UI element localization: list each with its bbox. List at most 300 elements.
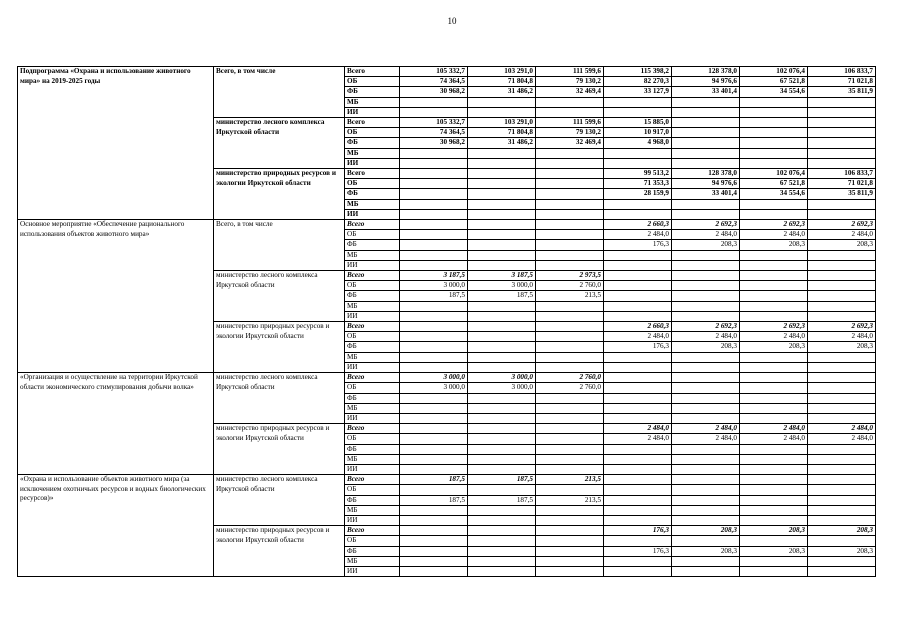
amount-cell: [468, 444, 536, 454]
funding-source-cell: Всего: [345, 271, 400, 281]
amount-cell: [400, 97, 468, 107]
amount-cell: [400, 362, 468, 372]
amount-cell: [672, 107, 740, 117]
funding-source-cell: ФБ: [345, 189, 400, 199]
amount-cell: [808, 301, 876, 311]
funding-source-cell: ИИ: [345, 566, 400, 576]
amount-cell: 208,3: [808, 240, 876, 250]
amount-cell: [740, 444, 808, 454]
executor-cell: Всего, в том числе: [214, 220, 345, 271]
amount-cell: [468, 464, 536, 474]
amount-cell: 35 811,9: [808, 87, 876, 97]
amount-cell: [672, 566, 740, 576]
amount-cell: [468, 536, 536, 546]
executor-cell: министерство лесного комплекса Иркутской области: [214, 373, 345, 424]
funding-source-cell: МБ: [345, 199, 400, 209]
amount-cell: [808, 362, 876, 372]
amount-cell: [808, 118, 876, 128]
amount-cell: 2 484,0: [740, 332, 808, 342]
amount-cell: [604, 291, 672, 301]
funding-source-cell: Всего: [345, 373, 400, 383]
funding-source-cell: ФБ: [345, 138, 400, 148]
amount-cell: [400, 189, 468, 199]
amount-cell: [604, 454, 672, 464]
amount-cell: [808, 148, 876, 158]
amount-cell: [468, 209, 536, 219]
amount-cell: [468, 311, 536, 321]
amount-cell: [740, 403, 808, 413]
amount-cell: [604, 260, 672, 270]
amount-cell: [536, 148, 604, 158]
amount-cell: 3 000,0: [400, 281, 468, 291]
funding-source-cell: МБ: [345, 505, 400, 515]
amount-cell: [400, 352, 468, 362]
funding-source-cell: ОБ: [345, 281, 400, 291]
funding-source-cell: ФБ: [345, 240, 400, 250]
amount-cell: [808, 352, 876, 362]
amount-cell: 2 484,0: [808, 332, 876, 342]
amount-cell: [536, 179, 604, 189]
amount-cell: [672, 260, 740, 270]
amount-cell: [740, 485, 808, 495]
amount-cell: [808, 454, 876, 464]
amount-cell: [672, 148, 740, 158]
amount-cell: 115 398,2: [604, 67, 672, 77]
amount-cell: [672, 413, 740, 423]
amount-cell: [536, 169, 604, 179]
funding-source-cell: ОБ: [345, 230, 400, 240]
amount-cell: [672, 311, 740, 321]
amount-cell: [468, 148, 536, 158]
executor-cell: министерство природных ресурсов и экологии Иркутской области: [214, 424, 345, 475]
amount-cell: 33 127,9: [604, 87, 672, 97]
amount-cell: 2 973,5: [536, 271, 604, 281]
amount-cell: 111 599,6: [536, 118, 604, 128]
amount-cell: 128 378,0: [672, 67, 740, 77]
funding-source-cell: ИИ: [345, 464, 400, 474]
amount-cell: [740, 362, 808, 372]
amount-cell: 128 378,0: [672, 169, 740, 179]
amount-cell: [400, 301, 468, 311]
amount-cell: [536, 97, 604, 107]
amount-cell: [468, 189, 536, 199]
amount-cell: [536, 546, 604, 556]
amount-cell: [672, 97, 740, 107]
amount-cell: [536, 107, 604, 117]
amount-cell: 34 554,6: [740, 189, 808, 199]
table-row: [18, 67, 876, 77]
amount-cell: 2 692,3: [672, 322, 740, 332]
amount-cell: [672, 271, 740, 281]
amount-cell: [536, 413, 604, 423]
amount-cell: [672, 291, 740, 301]
executor-cell: министерство лесного комплекса Иркутской области: [214, 271, 345, 322]
amount-cell: [604, 311, 672, 321]
page-number: 10: [447, 16, 457, 26]
amount-cell: 2 484,0: [672, 434, 740, 444]
amount-cell: [536, 230, 604, 240]
amount-cell: [740, 311, 808, 321]
amount-cell: [672, 556, 740, 566]
amount-cell: 106 833,7: [808, 67, 876, 77]
amount-cell: 71 804,8: [468, 128, 536, 138]
amount-cell: [400, 311, 468, 321]
amount-cell: 34 554,6: [740, 87, 808, 97]
amount-cell: [604, 536, 672, 546]
amount-cell: [604, 373, 672, 383]
amount-cell: [604, 485, 672, 495]
amount-cell: 208,3: [672, 342, 740, 352]
amount-cell: [400, 148, 468, 158]
amount-cell: [604, 301, 672, 311]
amount-cell: 33 401,4: [672, 189, 740, 199]
funding-source-cell: ОБ: [345, 434, 400, 444]
funding-source-cell: ИИ: [345, 209, 400, 219]
funding-source-cell: МБ: [345, 352, 400, 362]
amount-cell: [672, 536, 740, 546]
amount-cell: [400, 179, 468, 189]
amount-cell: 3 187,5: [400, 271, 468, 281]
amount-cell: [536, 260, 604, 270]
amount-cell: 105 332,7: [400, 67, 468, 77]
amount-cell: [672, 383, 740, 393]
amount-cell: 2 484,0: [672, 424, 740, 434]
funding-source-cell: ИИ: [345, 311, 400, 321]
amount-cell: [468, 301, 536, 311]
amount-cell: [468, 454, 536, 464]
amount-cell: [468, 352, 536, 362]
amount-cell: [808, 271, 876, 281]
amount-cell: 103 291,0: [468, 67, 536, 77]
amount-cell: [740, 566, 808, 576]
amount-cell: 71 353,3: [604, 179, 672, 189]
amount-cell: [400, 230, 468, 240]
amount-cell: [604, 505, 672, 515]
funding-source-cell: МБ: [345, 454, 400, 464]
funding-source-cell: ФБ: [345, 393, 400, 403]
amount-cell: [400, 220, 468, 230]
amount-cell: [672, 393, 740, 403]
amount-cell: [604, 271, 672, 281]
amount-cell: [808, 250, 876, 260]
amount-cell: 2 484,0: [604, 424, 672, 434]
program-name-cell: Основное мероприятие «Обеспечение рационального использования объектов животного мира»: [18, 220, 214, 373]
amount-cell: 208,3: [740, 342, 808, 352]
amount-cell: 106 833,7: [808, 169, 876, 179]
amount-cell: 28 159,9: [604, 189, 672, 199]
amount-cell: [672, 373, 740, 383]
budget-table: [17, 66, 876, 577]
funding-source-cell: МБ: [345, 250, 400, 260]
amount-cell: [740, 199, 808, 209]
amount-cell: [536, 403, 604, 413]
amount-cell: [604, 566, 672, 576]
funding-source-cell: ОБ: [345, 77, 400, 87]
funding-source-cell: ФБ: [345, 495, 400, 505]
amount-cell: [808, 393, 876, 403]
amount-cell: [672, 352, 740, 362]
amount-cell: [468, 515, 536, 525]
amount-cell: 2 484,0: [740, 230, 808, 240]
amount-cell: 30 968,2: [400, 138, 468, 148]
amount-cell: 4 968,0: [604, 138, 672, 148]
amount-cell: [400, 454, 468, 464]
amount-cell: 94 976,6: [672, 179, 740, 189]
amount-cell: [672, 199, 740, 209]
amount-cell: [400, 546, 468, 556]
amount-cell: 208,3: [740, 546, 808, 556]
amount-cell: [808, 383, 876, 393]
amount-cell: 79 130,2: [536, 77, 604, 87]
amount-cell: [536, 301, 604, 311]
amount-cell: [672, 301, 740, 311]
amount-cell: [808, 209, 876, 219]
amount-cell: [808, 107, 876, 117]
amount-cell: 67 521,8: [740, 77, 808, 87]
funding-source-cell: Всего: [345, 169, 400, 179]
funding-source-cell: ОБ: [345, 536, 400, 546]
funding-source-cell: Всего: [345, 67, 400, 77]
amount-cell: 3 000,0: [400, 383, 468, 393]
amount-cell: [536, 464, 604, 474]
amount-cell: [400, 240, 468, 250]
amount-cell: [468, 260, 536, 270]
amount-cell: [672, 444, 740, 454]
amount-cell: 99 513,2: [604, 169, 672, 179]
amount-cell: [740, 138, 808, 148]
amount-cell: [468, 97, 536, 107]
amount-cell: 208,3: [672, 240, 740, 250]
program-name-cell: «Охрана и использование объектов животного мира (за исключением охотничьих ресурсов и водных биологических ресурсов)»: [18, 475, 214, 577]
amount-cell: 74 364,5: [400, 77, 468, 87]
amount-cell: 33 401,4: [672, 87, 740, 97]
funding-source-cell: ФБ: [345, 444, 400, 454]
amount-cell: 176,3: [604, 240, 672, 250]
amount-cell: [400, 464, 468, 474]
amount-cell: [808, 505, 876, 515]
amount-cell: [468, 240, 536, 250]
amount-cell: 187,5: [400, 495, 468, 505]
amount-cell: 3 000,0: [468, 281, 536, 291]
amount-cell: [400, 566, 468, 576]
amount-cell: [536, 342, 604, 352]
amount-cell: [740, 352, 808, 362]
funding-source-cell: ОБ: [345, 485, 400, 495]
amount-cell: [604, 158, 672, 168]
amount-cell: 176,3: [604, 546, 672, 556]
amount-cell: 82 270,3: [604, 77, 672, 87]
funding-source-cell: МБ: [345, 97, 400, 107]
amount-cell: [740, 383, 808, 393]
amount-cell: [536, 158, 604, 168]
amount-cell: [740, 454, 808, 464]
amount-cell: [468, 403, 536, 413]
amount-cell: 213,5: [536, 495, 604, 505]
amount-cell: [672, 403, 740, 413]
amount-cell: 105 332,7: [400, 118, 468, 128]
amount-cell: [604, 97, 672, 107]
funding-source-cell: ИИ: [345, 260, 400, 270]
amount-cell: [604, 475, 672, 485]
amount-cell: 2 760,0: [536, 383, 604, 393]
amount-cell: [740, 158, 808, 168]
funding-source-cell: Всего: [345, 475, 400, 485]
funding-source-cell: Всего: [345, 526, 400, 536]
amount-cell: 176,3: [604, 342, 672, 352]
amount-cell: 10 917,0: [604, 128, 672, 138]
amount-cell: [400, 424, 468, 434]
amount-cell: [604, 148, 672, 158]
amount-cell: 208,3: [808, 546, 876, 556]
amount-cell: [400, 199, 468, 209]
amount-cell: 102 076,4: [740, 169, 808, 179]
amount-cell: [468, 322, 536, 332]
amount-cell: 2 660,3: [604, 322, 672, 332]
amount-cell: 3 000,0: [468, 373, 536, 383]
amount-cell: 2 692,3: [672, 220, 740, 230]
amount-cell: [536, 485, 604, 495]
amount-cell: [468, 556, 536, 566]
amount-cell: [604, 362, 672, 372]
amount-cell: 2 484,0: [808, 230, 876, 240]
amount-cell: [468, 434, 536, 444]
amount-cell: [536, 352, 604, 362]
amount-cell: [604, 393, 672, 403]
amount-cell: 187,5: [468, 495, 536, 505]
amount-cell: [808, 566, 876, 576]
amount-cell: [468, 250, 536, 260]
table-row: [18, 475, 876, 485]
amount-cell: [536, 454, 604, 464]
amount-cell: [740, 475, 808, 485]
amount-cell: 3 000,0: [400, 373, 468, 383]
amount-cell: [604, 515, 672, 525]
amount-cell: 208,3: [808, 342, 876, 352]
amount-cell: [400, 413, 468, 423]
amount-cell: [468, 566, 536, 576]
funding-source-cell: ИИ: [345, 362, 400, 372]
amount-cell: [536, 240, 604, 250]
amount-cell: [808, 403, 876, 413]
funding-source-cell: ФБ: [345, 342, 400, 352]
amount-cell: [672, 209, 740, 219]
amount-cell: [604, 495, 672, 505]
amount-cell: [536, 199, 604, 209]
executor-cell: министерство природных ресурсов и экологии Иркутской области: [214, 169, 345, 220]
program-name-cell: «Организация и осуществление на территории Иркутской области экономического стимулирования добычи волка»: [18, 373, 214, 475]
amount-cell: [400, 526, 468, 536]
funding-source-cell: МБ: [345, 148, 400, 158]
amount-cell: 2 484,0: [604, 230, 672, 240]
amount-cell: [468, 169, 536, 179]
amount-cell: [536, 189, 604, 199]
amount-cell: 15 885,0: [604, 118, 672, 128]
executor-cell: министерство лесного комплекса Иркутской области: [214, 475, 345, 526]
executor-cell: министерство природных ресурсов и экологии Иркутской области: [214, 322, 345, 373]
amount-cell: [808, 413, 876, 423]
amount-cell: [740, 209, 808, 219]
amount-cell: 2 484,0: [672, 332, 740, 342]
amount-cell: [604, 383, 672, 393]
amount-cell: [468, 158, 536, 168]
amount-cell: 71 021,8: [808, 179, 876, 189]
amount-cell: [400, 158, 468, 168]
amount-cell: 30 968,2: [400, 87, 468, 97]
amount-cell: [740, 97, 808, 107]
amount-cell: [536, 362, 604, 372]
funding-source-cell: МБ: [345, 403, 400, 413]
amount-cell: [536, 515, 604, 525]
amount-cell: [536, 424, 604, 434]
funding-source-cell: ИИ: [345, 515, 400, 525]
amount-cell: [604, 107, 672, 117]
amount-cell: [808, 515, 876, 525]
amount-cell: 35 811,9: [808, 189, 876, 199]
amount-cell: [740, 250, 808, 260]
funding-source-cell: ИИ: [345, 107, 400, 117]
funding-source-cell: ОБ: [345, 332, 400, 342]
amount-cell: [604, 209, 672, 219]
amount-cell: [672, 515, 740, 525]
amount-cell: [740, 128, 808, 138]
funding-source-cell: ИИ: [345, 158, 400, 168]
amount-cell: [672, 128, 740, 138]
amount-cell: [536, 526, 604, 536]
amount-cell: [672, 158, 740, 168]
amount-cell: [808, 260, 876, 270]
amount-cell: [604, 199, 672, 209]
amount-cell: [808, 291, 876, 301]
amount-cell: 2 484,0: [808, 434, 876, 444]
funding-source-cell: ОБ: [345, 383, 400, 393]
amount-cell: [672, 138, 740, 148]
amount-cell: 176,3: [604, 526, 672, 536]
amount-cell: 2 484,0: [672, 230, 740, 240]
amount-cell: 3 000,0: [468, 383, 536, 393]
funding-source-cell: ИИ: [345, 413, 400, 423]
amount-cell: [740, 556, 808, 566]
amount-cell: [808, 138, 876, 148]
amount-cell: [672, 281, 740, 291]
amount-cell: [536, 250, 604, 260]
amount-cell: [740, 107, 808, 117]
amount-cell: [536, 311, 604, 321]
amount-cell: [400, 209, 468, 219]
amount-cell: [808, 373, 876, 383]
amount-cell: 2 484,0: [740, 424, 808, 434]
funding-source-cell: ОБ: [345, 179, 400, 189]
funding-source-cell: МБ: [345, 556, 400, 566]
funding-source-cell: ОБ: [345, 128, 400, 138]
amount-cell: [468, 332, 536, 342]
amount-cell: [468, 505, 536, 515]
amount-cell: [604, 352, 672, 362]
amount-cell: [604, 281, 672, 291]
amount-cell: [740, 393, 808, 403]
amount-cell: [468, 393, 536, 403]
amount-cell: [740, 505, 808, 515]
amount-cell: [604, 444, 672, 454]
amount-cell: 187,5: [468, 475, 536, 485]
amount-cell: [672, 250, 740, 260]
amount-cell: [740, 291, 808, 301]
amount-cell: [468, 362, 536, 372]
amount-cell: 79 130,2: [536, 128, 604, 138]
amount-cell: 187,5: [468, 291, 536, 301]
amount-cell: 208,3: [808, 526, 876, 536]
amount-cell: [740, 413, 808, 423]
amount-cell: [740, 495, 808, 505]
